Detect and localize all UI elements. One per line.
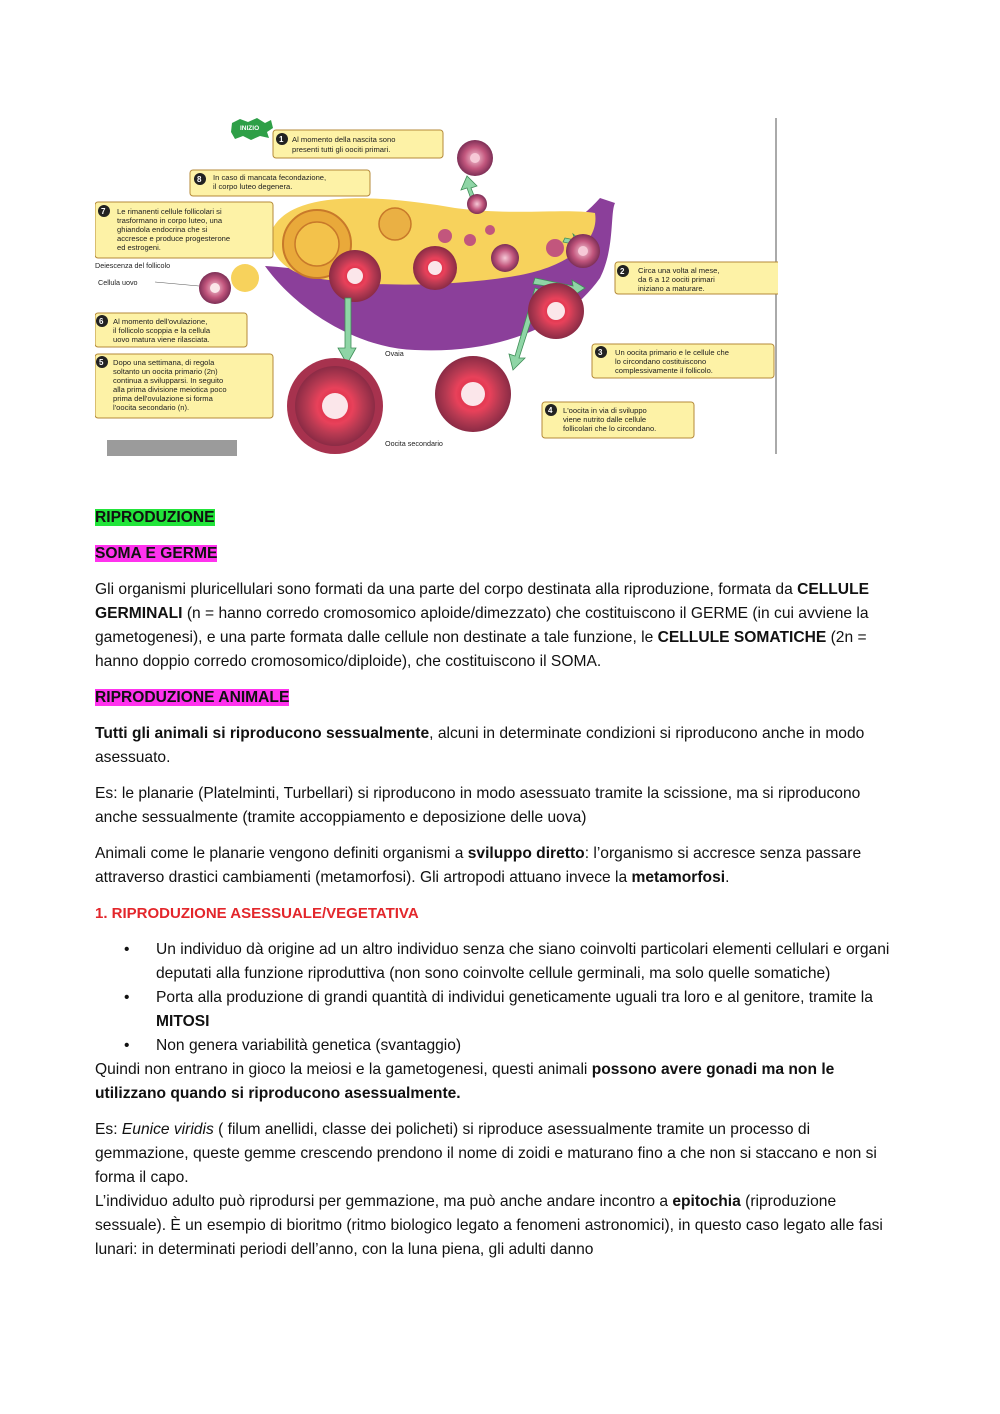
secondary-oocyte-label: Oocita secondario (385, 439, 443, 448)
svg-text:8: 8 (197, 175, 202, 184)
svg-text:Al momento della nascita sono: Al momento della nascita sono (292, 135, 396, 144)
svg-text:da 6 a 12 oociti primari: da 6 a 12 oociti primari (638, 275, 715, 284)
svg-text:ed estrogeni.: ed estrogeni. (117, 243, 161, 252)
follicle-dehiscence-label: Deiescenza del follicolo (95, 261, 171, 270)
svg-text:l'oocita secondario (n).: l'oocita secondario (n). (113, 403, 190, 412)
svg-text:complessivamente il follicolo.: complessivamente il follicolo. (615, 366, 713, 375)
svg-text:lo circondano costituiscono: lo circondano costituiscono (615, 357, 707, 366)
step-4-box (542, 402, 694, 438)
svg-text:prima dell'ovulazione si forma: prima dell'ovulazione si forma (113, 394, 213, 403)
svg-text:1: 1 (279, 135, 284, 144)
step-1-box (273, 130, 443, 158)
svg-text:2: 2 (620, 267, 625, 276)
step-8-box (190, 170, 370, 196)
svg-text:alla prima divisione meiotica: alla prima divisione meiotica poco (113, 385, 227, 394)
step-2-box (615, 262, 778, 294)
step-6-box (95, 313, 247, 347)
svg-text:uovo matura viene rilasciata.: uovo matura viene rilasciata. (113, 335, 210, 344)
paragraph-adult: L’individuo adulto può riprodursi per gemmazione, ma può anche andare incontro a epitochia (riproduzione sessuale). È un esempio di bioritmo (ritmo biologico legato a fenomeni astronomici), in questo caso legato alle fasi lunari: in determinati periodi dell’anno, con la luna piena, gli adulti danno (95, 1193, 883, 1258)
step-5-box (95, 354, 273, 418)
step-7-box (95, 202, 273, 258)
svg-text:iniziano a maturare.: iniziano a maturare. (638, 284, 705, 293)
start-badge: INIZIO (240, 125, 260, 132)
svg-text:soltanto un oocita primario (2: soltanto un oocita primario (2n) (113, 367, 218, 376)
svg-text:Circa una volta al mese,: Circa una volta al mese, (638, 266, 720, 275)
paragraph-eunice: Es: Eunice viridis ( filum anellidi, classe dei policheti) si riproduce asessualmente tramite un processo di gemmazione, queste gemme crescendo prendono il nome di zoidi e maturano fino a che non si staccano e non si forma il capo. (95, 1121, 877, 1186)
svg-text:follicolari che lo circondano.: follicolari che lo circondano. (563, 424, 657, 433)
list-item: • Porta alla produzione di grandi quantità di individui geneticamente uguali tra loro e al genitore, tramite la MITOSI (124, 989, 873, 1030)
paragraph-quindi: Quindi non entrano in gioco la meiosi e la gametogenesi, questi animali possono avere gonadi ma non le utilizzano quando si riproducono asessualmente. (95, 1061, 835, 1102)
heading-asexual-reproduction: 1. RIPRODUZIONE ASESSUALE/VEGETATIVA (95, 905, 419, 922)
svg-text:6: 6 (99, 317, 104, 326)
ovary-label: Ovaia (385, 349, 404, 358)
paragraph-animals: Tutti gli animali si riproducono sessualmente, alcuni in determinate condizioni si riproducono anche in modo asessuato. (95, 725, 865, 766)
egg-cell-label: Cellula uovo (98, 278, 138, 287)
paragraph-direct-development: Animali come le planarie vengono definiti organismi a sviluppo diretto: l’organismo si accresce senza passare attraverso drastici cambiamenti (metamorfosi). Gli artropodi attuano invece la metamorfosi. (95, 845, 862, 886)
paragraph-planarie: Es: le planarie (Platelminti, Turbellari) si riproducono in modo asessuato tramite la scissione, ma si riproducono anche sessualmente (tramite accoppiamento e deposizione delle uova) (95, 785, 861, 826)
svg-text:Al momento dell'ovulazione,: Al momento dell'ovulazione, (113, 317, 208, 326)
svg-text:Dopo una settimana, di regola: Dopo una settimana, di regola (113, 358, 215, 367)
heading-soma-e-germe: SOMA E GERME (95, 545, 218, 562)
svg-text:il follicolo scoppia e la cell: il follicolo scoppia e la cellula (113, 326, 211, 335)
svg-text:presenti tutti gli oociti prim: presenti tutti gli oociti primari. (292, 145, 391, 154)
svg-text:ghiandola endocrina che si: ghiandola endocrina che si (117, 225, 208, 234)
svg-text:continua a svilupparsi. In seg: continua a svilupparsi. In seguito (113, 376, 224, 385)
svg-text:Le rimanenti cellule follicola: Le rimanenti cellule follicolari si (117, 207, 222, 216)
list-item: • Un individuo dà origine ad un altro individuo senza che siano coinvolti particolari elementi cellulari e organi deputati alla funzione riproduttiva (non sono coinvolte cellule germinali, ma solo quelle somatiche) (124, 941, 890, 982)
asexual-bullet-list (95, 938, 895, 1058)
svg-text:In caso di mancata fecondazion: In caso di mancata fecondazione, (213, 173, 327, 182)
paragraph-soma-germe: Gli organismi pluricellulari sono formati da una parte del corpo destinata alla riproduzione, formata da CELLULE GERMINALI (n = hanno corredo cromosomico aploide/dimezzato) che costituiscono il GERME (in cui avviene la gametogenesi), e una parte formata dalle cellule non destinate a tale funzione, le CELLULE SOMATICHE (2n = hanno doppio corredo cromosomico/diploide), che costituiscono il SOMA. (95, 581, 869, 670)
svg-text:accresce e produce progesteron: accresce e produce progesterone (117, 234, 231, 243)
heading-riproduzione-animale: RIPRODUZIONE ANIMALE (95, 689, 290, 706)
list-item: • Non genera variabilità genetica (svantaggio) (124, 1037, 462, 1054)
svg-text:il corpo luteo degenera.: il corpo luteo degenera. (213, 182, 293, 191)
svg-text:4: 4 (548, 406, 553, 415)
svg-text:5: 5 (99, 358, 104, 367)
svg-text:trasformano in corpo luteo, un: trasformano in corpo luteo, una (117, 216, 223, 225)
svg-text:viene nutrito dalle cellule: viene nutrito dalle cellule (563, 415, 647, 424)
svg-text:Un oocita primario e le cellul: Un oocita primario e le cellule che (615, 348, 729, 357)
svg-text:3: 3 (598, 348, 603, 357)
svg-text:L'oocita in via di sviluppo: L'oocita in via di sviluppo (563, 406, 647, 415)
step-3-box (592, 344, 774, 378)
ovarian-cycle-figure (95, 118, 778, 456)
heading-riproduzione: RIPRODUZIONE (95, 509, 215, 526)
document-body (95, 506, 895, 1274)
svg-text:7: 7 (101, 207, 106, 216)
